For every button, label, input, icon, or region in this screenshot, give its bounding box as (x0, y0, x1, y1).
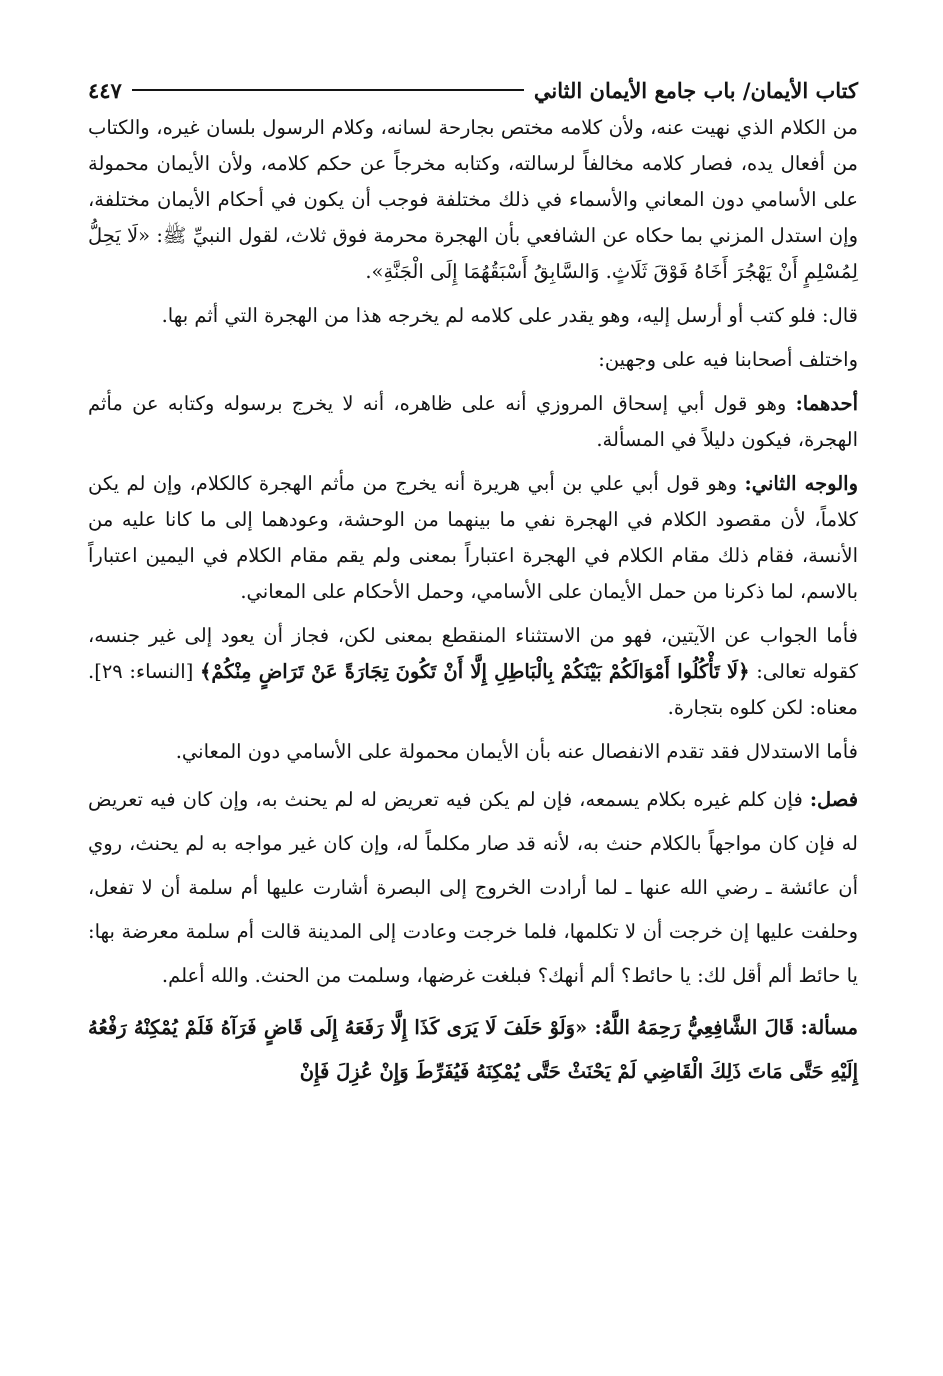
paragraph-2 (88, 298, 858, 334)
paragraph-7 (88, 734, 858, 770)
section-label: مسألة: (800, 1016, 858, 1039)
shafii-quote: قَالَ الشَّافِعِيُّ رَحِمَهُ اللَّهُ: «وَلَوْ حَلَفَ لَا يَرَى كَذَا إِلَّا رَفَعَهُ إِلَى قَاضٍ فَرَآهُ فَلَمْ يُمْكِنْهُ رَفْعُهُ إِلَيْهِ حَتَّى مَاتَ ذَلِكَ الْقَاضِي لَمْ يَحْنَثْ حَتَّى يُمْكِنَهُ فَيُفَرِّطَ وَإِنْ عُزِلَ فَإِنْ (88, 1016, 858, 1083)
book-page (88, 70, 858, 1102)
paragraph-4 (88, 386, 858, 458)
paragraph-9 (88, 1006, 858, 1094)
running-header (88, 70, 858, 110)
paragraph-text: واختلف أصحابنا فيه على وجهين: (598, 348, 858, 371)
paragraph-8 (88, 778, 858, 998)
paragraph-5 (88, 466, 858, 610)
section-label: والوجه الثاني: (744, 472, 858, 495)
paragraph-1 (88, 110, 858, 290)
paragraph-text: من الكلام الذي نهيت عنه، ولأن كلامه مختص بجارحة لسانه، وكلام الرسول بلسان غيره، والكتاب من أفعال يده، فصار كلامه مخالفاً لرسالته، وكتابه مخرجاً عن حكم كلامه، ولأن الأيمان محمولة على الأسامي دون المعاني والأسماء في ذلك مختلفة فوجب أن يكون في أحكام الأيمان مختلفة، وإن استدل المزني بما حكاه عن الشافعي بأن الهجرة محرمة فوق ثلاث، لقول النبيِّ ﷺ: «لَا يَحِلُّ لِمُسْلِمٍ أَنْ يَهْجُرَ أَخَاهُ فَوْقَ ثَلَاثٍ. وَالسَّابِقُ أَسْبَقُهُمَا إِلَى الْجَنَّةِ». (88, 116, 858, 283)
section-label: أحدهما: (795, 392, 858, 415)
paragraph-text: فأما الاستدلال فقد تقدم الانفصال عنه بأن الأيمان محمولة على الأسامي دون المعاني. (175, 740, 858, 763)
body-text (88, 110, 858, 1094)
paragraph-text: وهو قول أبي إسحاق المروزي أنه على ظاهره، أنه لا يخرج برسوله وكتابه عن مأثم الهجرة، فيكون دليلاً في المسألة. (88, 392, 858, 451)
chapter-title: كتاب الأيمان/ باب جامع الأيمان الثاني (533, 77, 858, 103)
quran-verse: ﴿لَا تَأْكُلُوا أَمْوَالَكُمْ بَيْنَكُمْ بِالْبَاطِلِ إِلَّا أَنْ تَكُونَ تِجَارَةً عَنْ تَرَاضٍ مِنْكُمْ﴾ (199, 660, 750, 683)
header-rule (132, 89, 524, 91)
paragraph-text: قال: فلو كتب أو أرسل إليه، وهو يقدر على كلامه لم يخرجه هذا من الهجرة التي أثم بها. (161, 304, 858, 327)
page-number: ٤٤٧ (88, 77, 122, 103)
paragraph-text: فإن كلم غيره بكلام يسمعه، فإن لم يكن فيه تعريض له لم يحنث به، وإن كان فيه تعريض له فإن كان مواجهاً بالكلام حنث به، لأنه قد صار مكلماً له، وإن كان غير مواجه به لم يحنث، روي أن عائشة ـ رضي الله عنها ـ لما أرادت الخروج إلى البصرة أشارت عليها أم سلمة أن لا تفعل، وحلفت عليها إن خرجت أن لا تكلمها، فلما خرجت وعادت إلى المدينة قالت أم سلمة معرضة بها: يا حائط ألم أقل لك: يا حائط؟ ألم أنهك؟ فبلغت غرضها، وسلمت من الحنث. والله أعلم. (88, 788, 858, 987)
paragraph-3 (88, 342, 858, 378)
verse-reference: [النساء: ٢٩]. معناه: لكن كلوه بتجارة. (88, 660, 858, 719)
paragraph-text: فأما الجواب عن الآيتين، فهو من الاستثناء المنقطع بمعنى لكن، فجاز أن يعود إلى غير جنسه، كقوله تعالى: (88, 624, 858, 683)
paragraph-text: وهو قول أبي علي بن أبي هريرة أنه يخرج من مأثم الهجرة كالكلام، وإن لم يكن كلاماً، لأن مقصود الكلام في الهجرة نفي ما بينهما من الوحشة، وعودهما إلى ما كانا عليه من الأنسة، فقام ذلك مقام الكلام في الهجرة اعتباراً بمعنى ولم يقم مقام الكلام في اليمين اعتباراً بالاسم، لما ذكرنا من حمل الأيمان على الأسامي، وحمل الأحكام على المعاني. (88, 472, 858, 603)
section-label: فصل: (809, 788, 859, 811)
paragraph-6 (88, 618, 858, 726)
